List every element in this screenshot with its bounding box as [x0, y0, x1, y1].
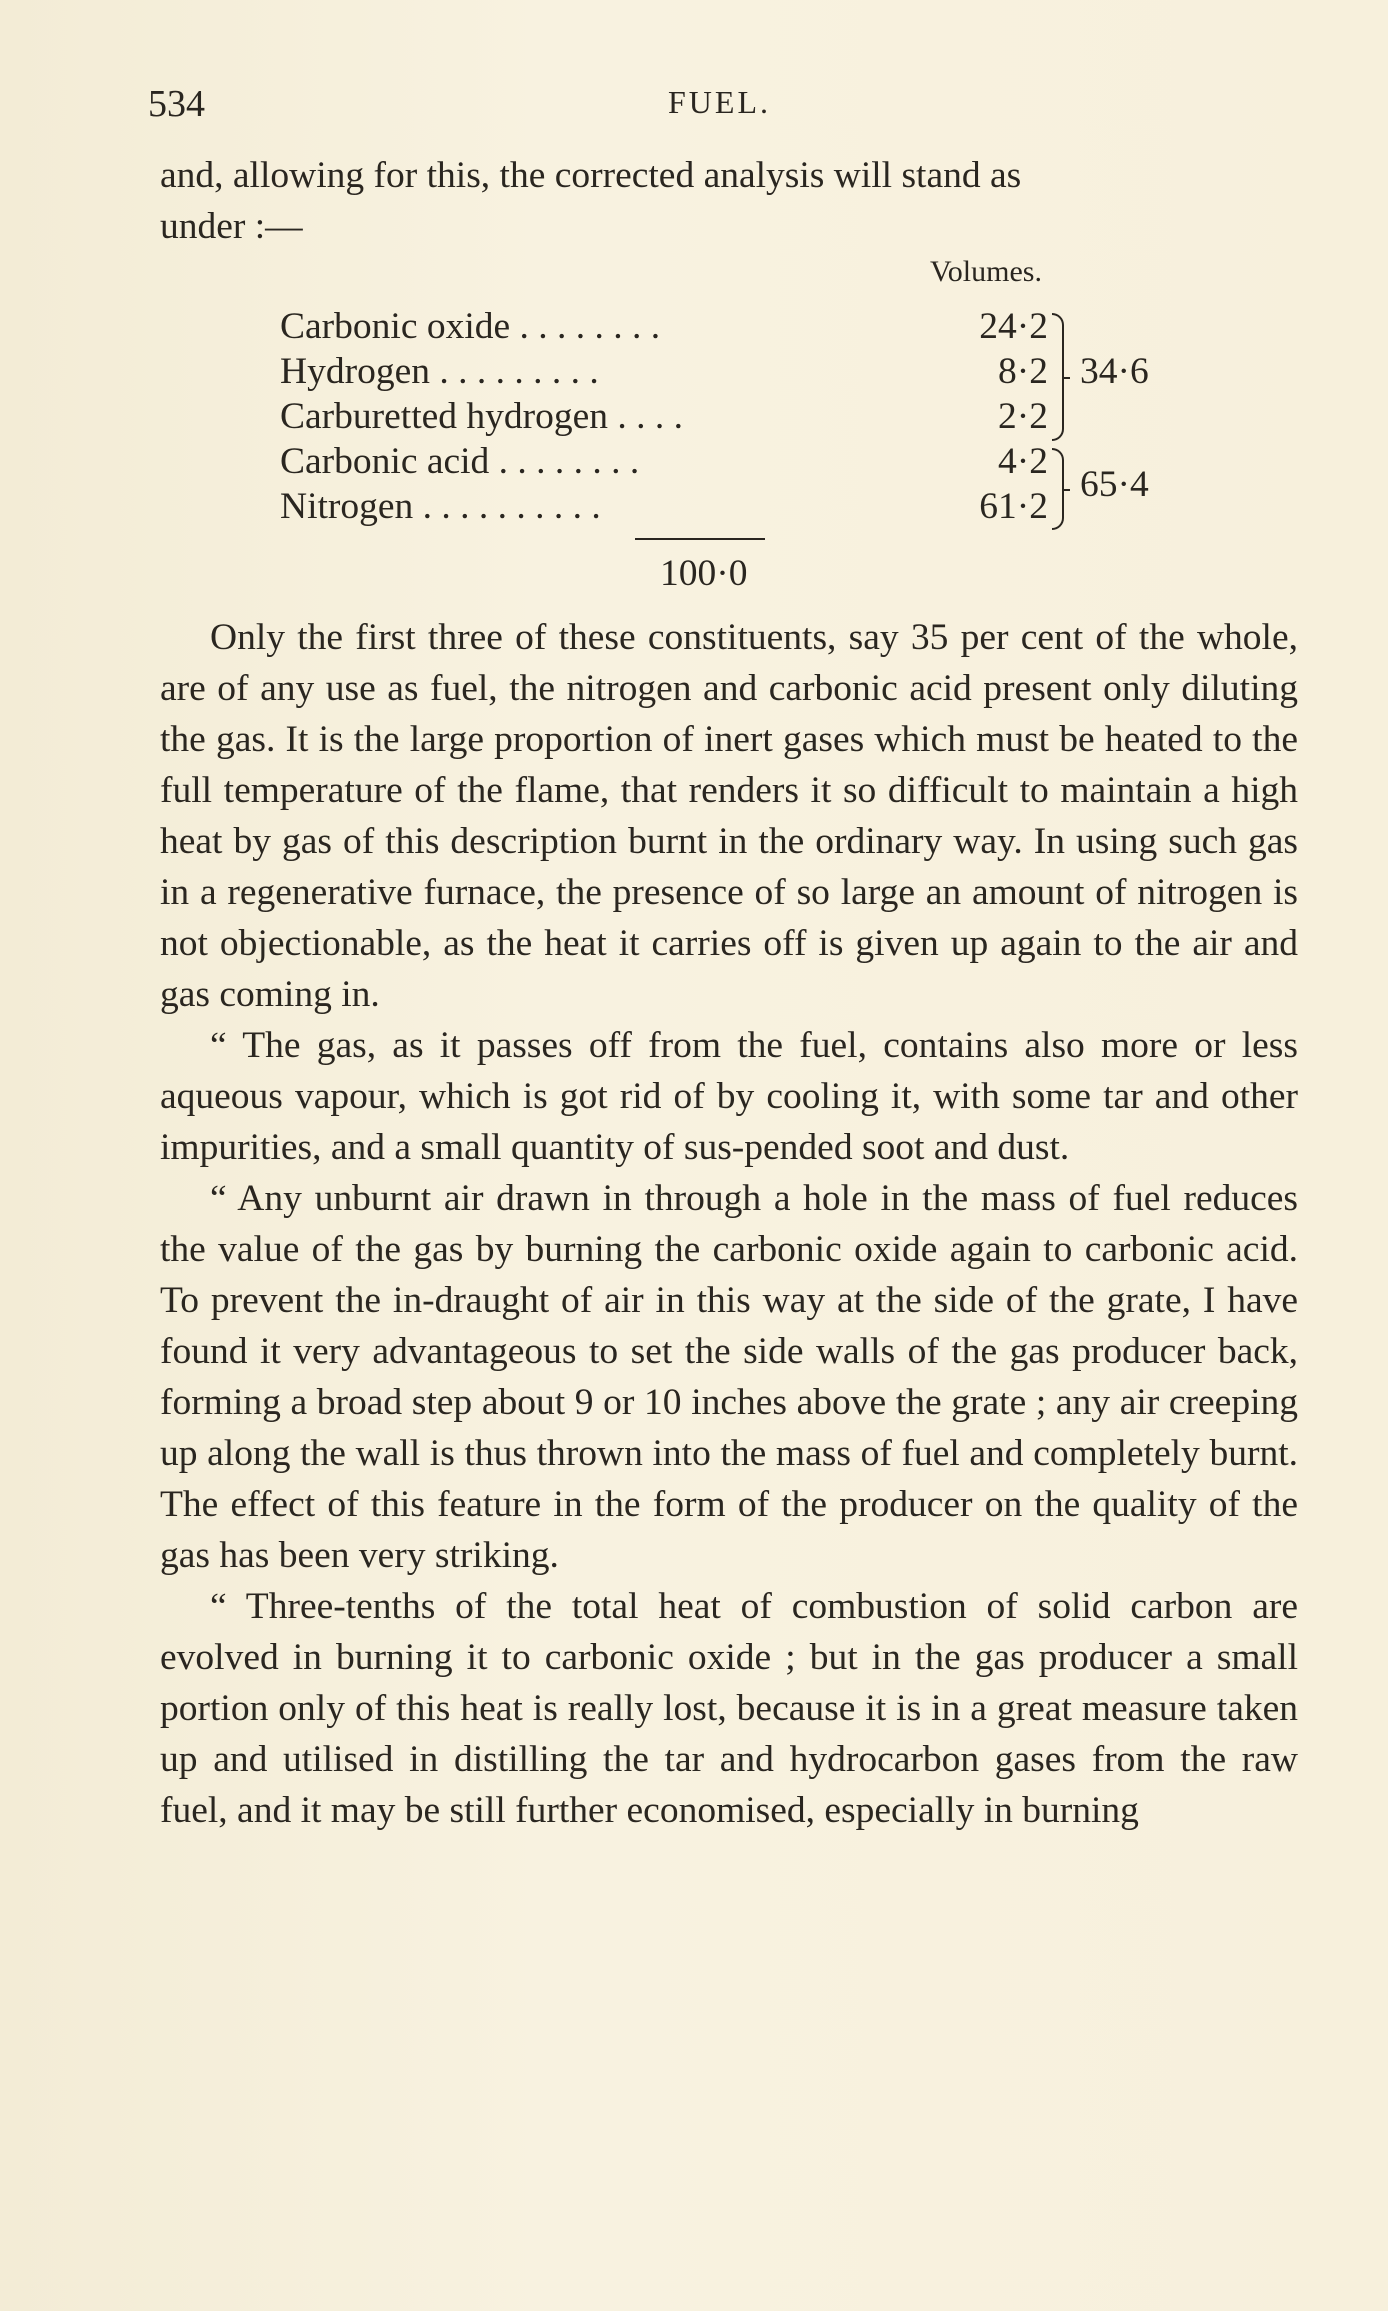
page-number: 534: [148, 83, 205, 125]
row-label: Carbonic oxide . . . . . . . .: [280, 306, 661, 347]
analysis-row: [280, 305, 1048, 350]
row-value: 4·2: [998, 441, 1048, 482]
row-value: 2·2: [998, 396, 1048, 437]
analysis-row: [280, 350, 1048, 395]
inert-group-total: 65·4: [1080, 464, 1149, 505]
combustible-group-total: 34·6: [1080, 351, 1149, 392]
total-rule: [635, 538, 765, 540]
body-text: [160, 612, 1298, 1836]
analysis-row: [280, 395, 1048, 440]
paragraph: “ Any unburnt air drawn in through a hole in the mass of fuel reduces the value of the gas by burning the carbonic oxide again to carbonic acid. To prevent the in-draught of air in this way at the side of the grate, I have found it very advantageous to set the side walls of the gas producer back, forming a broad step about 9 or 10 inches above the grate ; any air creeping up along the wall is thus thrown into the mass of fuel and completely burnt. The effect of this feature in the form of the producer on the quality of the gas has been very striking.: [160, 1178, 1298, 1576]
intro-line-2: under :—: [160, 206, 303, 247]
analysis-row: [280, 440, 1048, 485]
analysis-row: [280, 485, 1048, 530]
running-head: [148, 82, 1298, 132]
volumes-column-header: Volumes.: [930, 255, 1042, 288]
combustible-group-brace: [1052, 313, 1064, 441]
paragraph: Only the first three of these constituents, say 35 per cent of the whole, are of any use as fuel, the nitrogen and carbonic acid present only diluting the gas. It is the large proportion of inert gases which must be heated to the full temperature of the flame, that renders it so difficult to maintain a high heat by gas of this description burnt in the ordinary way. In using such gas in a regenerative furnace, the presence of so large an amount of nitrogen is not objectionable, as the heat it carries off is given up again to the air and gas coming in.: [160, 617, 1298, 1015]
intro-line-1: and, allowing for this, the corrected analysis will stand as: [160, 155, 1022, 196]
row-label: Hydrogen . . . . . . . . .: [280, 351, 599, 392]
running-title: FUEL.: [668, 84, 771, 120]
row-label: Carburetted hydrogen . . . .: [280, 396, 684, 437]
inert-group-brace: [1052, 448, 1064, 530]
grand-total: 100·0: [660, 553, 748, 594]
row-label: Nitrogen . . . . . . . . . .: [280, 486, 601, 527]
row-value: 61·2: [979, 486, 1048, 527]
row-value: 24·2: [979, 306, 1048, 347]
paragraph: “ The gas, as it passes off from the fuel, contains also more or less aqueous vapour, which is got rid of by cooling it, with some tar and other impurities, and a small quantity of sus-pended soot and dust.: [160, 1025, 1298, 1168]
intro-text: [160, 150, 1298, 252]
paragraph: “ Three-tenths of the total heat of combustion of solid carbon are evolved in burning it to carbonic oxide ; but in the gas producer a small portion only of this heat is really lost, because it is in a great measure taken up and utilised in distilling the tar and hydrocarbon gases from the raw fuel, and it may be still further economised, especially in burning: [160, 1586, 1298, 1831]
row-label: Carbonic acid . . . . . . . .: [280, 441, 640, 482]
gas-analysis-table: [280, 255, 1180, 595]
row-value: 8·2: [998, 351, 1048, 392]
